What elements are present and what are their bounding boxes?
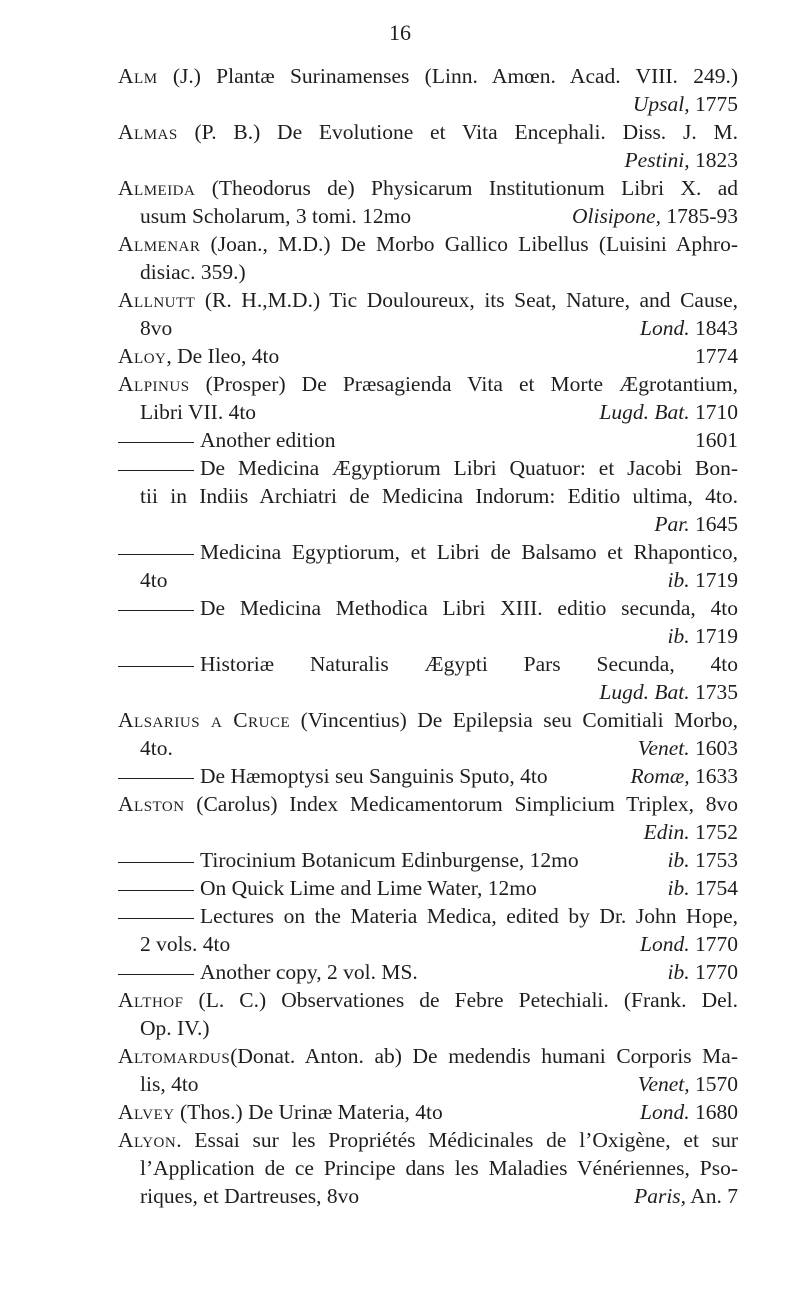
entry-line	[118, 342, 738, 370]
imprint-place: Olisipone,	[571, 204, 661, 228]
entry-text	[156, 456, 738, 480]
entry-line	[118, 762, 738, 790]
ditto-dash	[118, 470, 194, 471]
title-text: . Essai sur les Propriétés Médicinales de l’Oxigène, et sur	[176, 1128, 738, 1152]
imprint-year: 1710	[689, 400, 738, 424]
entry-line	[118, 986, 738, 1014]
entry-line	[118, 1014, 738, 1042]
imprint-place: Lond.	[640, 932, 690, 956]
entry-text	[140, 1156, 738, 1180]
entry-text	[140, 1070, 199, 1098]
ditto-dash	[118, 778, 194, 779]
entry-text	[118, 792, 738, 816]
catalogue-entry	[118, 454, 738, 538]
entry-text	[140, 484, 738, 508]
author-name: Alm	[118, 64, 158, 88]
entry-line	[118, 146, 738, 174]
ditto-dash	[118, 442, 194, 443]
title-text: (P. B.) De Evolutione et Vita Encephali. Diss. J. M.	[177, 120, 738, 144]
entry-line	[118, 1070, 738, 1098]
entry-line	[118, 1126, 738, 1154]
entry-text	[140, 260, 246, 284]
imprint-place: Venet.	[637, 736, 690, 760]
catalogue-entry	[118, 230, 738, 286]
title-text: (L. C.) Observationes de Febre Petechiali. (Frank. Del.	[183, 988, 738, 1012]
entry-line	[118, 902, 738, 930]
catalogue-entry	[118, 958, 738, 986]
entry-text	[156, 426, 336, 454]
page-number: 16	[389, 20, 411, 45]
entry-text	[156, 596, 738, 620]
entry-text	[156, 846, 579, 874]
entry-text	[140, 1016, 209, 1040]
catalogue-entry	[118, 1042, 738, 1098]
entry-text	[118, 372, 738, 396]
catalogue-entries	[118, 62, 738, 1210]
author-name: Althof	[118, 988, 184, 1012]
imprint-place: Lugd. Bat.	[599, 400, 690, 424]
title-text: De Medicina Ægyptiorum Libri Quatuor: et Jacobi Bon-	[200, 456, 738, 480]
title-text: lis, 4to	[140, 1072, 199, 1096]
catalogue-entry	[118, 118, 738, 174]
entry-line	[118, 566, 738, 594]
imprint-year: 1570	[689, 1072, 738, 1096]
imprint	[599, 680, 738, 704]
author-name: Almenar	[118, 232, 201, 256]
imprint-year: 1603	[689, 736, 738, 760]
title-text: (Thos.) De Urinæ Materia, 4to	[174, 1100, 443, 1124]
title-text: (Joan., M.D.) De Morbo Gallico Libellus (Luisini Aphro-	[200, 232, 738, 256]
imprint-year: 1719	[689, 624, 738, 648]
entry-line	[118, 286, 738, 314]
title-text: Historiæ Naturalis Ægypti Pars Secunda, 4to	[200, 652, 738, 676]
entry-line	[118, 1098, 738, 1126]
imprint	[695, 426, 738, 454]
entry-line	[118, 370, 738, 398]
imprint-year: 1645	[689, 512, 738, 536]
entry-text	[140, 202, 411, 230]
entry-line	[118, 258, 738, 286]
author-name: Alsarius a Cruce	[118, 708, 291, 732]
entry-line	[118, 398, 738, 426]
entry-text	[118, 708, 738, 732]
catalogue-entry	[118, 342, 738, 370]
entry-text	[118, 232, 738, 256]
entry-line	[118, 594, 738, 622]
entry-line	[118, 790, 738, 818]
imprint-year: 1843	[689, 316, 738, 340]
imprint	[625, 148, 738, 172]
imprint-place: Edin.	[643, 820, 690, 844]
entry-line	[118, 202, 738, 230]
catalogue-entry	[118, 902, 738, 958]
author-name: Almeida	[118, 176, 196, 200]
title-text: (Vincentius) De Epilepsia seu Comitiali Morbo,	[290, 708, 738, 732]
title-text: (Prosper) De Præsagienda Vita et Morte Ægrotantium,	[189, 372, 738, 396]
entry-text	[156, 762, 548, 790]
entry-text	[140, 398, 256, 426]
title-text: Tirocinium Botanicum Edinburgense, 12mo	[200, 848, 579, 872]
imprint-place: ib.	[667, 568, 690, 592]
title-text: De Hæmoptysi seu Sanguinis Sputo, 4to	[200, 764, 548, 788]
imprint-place: Upsal,	[632, 92, 690, 116]
imprint-year: 1785-93	[660, 204, 738, 228]
entry-text	[156, 958, 418, 986]
entry-line	[118, 454, 738, 482]
imprint-place: ib.	[667, 960, 690, 984]
catalogue-entry	[118, 426, 738, 454]
entry-text	[140, 566, 167, 594]
ditto-dash	[118, 610, 194, 611]
imprint	[640, 1098, 738, 1126]
imprint-year: 1680	[689, 1100, 738, 1124]
title-text: Lectures on the Materia Medica, edited by Dr. John Hope,	[200, 904, 738, 928]
catalogue-entry	[118, 62, 738, 118]
imprint	[572, 202, 738, 230]
title-text: 4to.	[140, 736, 173, 760]
entry-line	[118, 426, 738, 454]
title-text: (R. H.,M.D.) Tic Douloureux, its Seat, Nature, and Cause,	[195, 288, 738, 312]
catalogue-entry	[118, 174, 738, 230]
imprint	[638, 1070, 738, 1098]
catalogue-entry	[118, 762, 738, 790]
catalogue-entry	[118, 846, 738, 874]
entry-line	[118, 1042, 738, 1070]
entry-line	[118, 818, 738, 846]
entry-text	[118, 120, 738, 144]
entry-line	[118, 622, 738, 650]
author-name: Aloy	[118, 344, 167, 368]
entry-text	[156, 904, 738, 928]
author-name: Allnutt	[118, 288, 196, 312]
title-text: (Donat. Anton. ab) De medendis humani Corporis Ma-	[230, 1044, 738, 1068]
entry-text	[140, 930, 230, 958]
imprint-year: 1775	[689, 92, 738, 116]
title-text: riques, et Dartreuses, 8vo	[140, 1184, 360, 1208]
entry-line	[118, 678, 738, 706]
entry-line	[118, 846, 738, 874]
entry-text	[118, 1098, 443, 1126]
imprint	[638, 734, 738, 762]
title-text: , De Ileo, 4to	[166, 344, 280, 368]
imprint	[668, 958, 738, 986]
imprint-year: 1753	[689, 848, 738, 872]
entry-line	[118, 230, 738, 258]
imprint	[668, 846, 738, 874]
title-text: 4to	[140, 568, 168, 592]
entry-text	[118, 176, 738, 200]
entry-line	[118, 650, 738, 678]
title-text: usum Scholarum, 3 tomi. 12mo	[140, 204, 412, 228]
entry-line	[118, 930, 738, 958]
imprint-year: 1633	[689, 764, 738, 788]
imprint-year: 1774	[695, 344, 738, 368]
imprint	[599, 398, 738, 426]
entry-text	[118, 64, 738, 88]
title-text: (Theodorus de) Physicarum Institutionum Libri X. ad	[195, 176, 738, 200]
entry-line	[118, 538, 738, 566]
imprint	[668, 624, 738, 648]
title-text: (Carolus) Index Medicamentorum Simplicium Triplex, 8vo	[184, 792, 738, 816]
entry-line	[118, 90, 738, 118]
entry-line	[118, 1182, 738, 1210]
imprint-year: 1770	[689, 932, 738, 956]
imprint	[668, 874, 738, 902]
imprint	[633, 92, 738, 116]
imprint-year: 1735	[689, 680, 738, 704]
imprint-place: Lugd. Bat.	[599, 680, 690, 704]
entry-text	[118, 288, 738, 312]
title-text: (J.) Plantæ Surinamenses (Linn. Amœn. Acad. VIII. 249.)	[157, 64, 738, 88]
entry-line	[118, 734, 738, 762]
entry-line	[118, 958, 738, 986]
title-text: On Quick Lime and Lime Water, 12mo	[200, 876, 537, 900]
ditto-dash	[118, 666, 194, 667]
title-text: De Medicina Methodica Libri XIII. editio secunda, 4to	[200, 596, 738, 620]
entry-text	[140, 1182, 359, 1210]
catalogue-entry	[118, 650, 738, 706]
imprint-place: Pestini,	[624, 148, 690, 172]
title-text: 8vo	[140, 316, 173, 340]
entry-text	[118, 342, 279, 370]
ditto-dash	[118, 862, 194, 863]
ditto-dash	[118, 918, 194, 919]
author-name: Alston	[118, 792, 185, 816]
imprint-place: ib.	[667, 848, 690, 872]
imprint-place: Romæ,	[630, 764, 690, 788]
title-text: Medicina Egyptiorum, et Libri de Balsamo et Rhapontico,	[200, 540, 738, 564]
entry-text	[140, 734, 173, 762]
entry-line	[118, 482, 738, 510]
entry-line	[118, 510, 738, 538]
imprint-place: ib.	[667, 876, 690, 900]
entry-line	[118, 874, 738, 902]
entry-line	[118, 1154, 738, 1182]
catalogue-entry	[118, 986, 738, 1042]
catalogue-entry	[118, 874, 738, 902]
imprint	[640, 314, 738, 342]
ditto-dash	[118, 890, 194, 891]
entry-text	[156, 540, 738, 564]
title-text: Libri VII. 4to	[140, 400, 257, 424]
entry-text	[118, 988, 738, 1012]
catalogue-entry	[118, 1098, 738, 1126]
imprint-year: 1719	[689, 568, 738, 592]
catalogue-entry	[118, 790, 738, 846]
title-text: disiac. 359.)	[140, 260, 246, 284]
imprint-place: Lond.	[640, 1100, 690, 1124]
title-text: 2 vols. 4to	[140, 932, 231, 956]
imprint-place: Venet,	[637, 1072, 690, 1096]
author-name: Alpinus	[118, 372, 190, 396]
title-text: Op. IV.)	[140, 1016, 210, 1040]
imprint-place: ib.	[667, 624, 690, 648]
imprint	[668, 566, 738, 594]
title-text: l’Application de ce Principe dans les Maladies Vénériennes, Pso-	[140, 1156, 738, 1180]
author-name: Alyon	[118, 1128, 177, 1152]
imprint-place: Lond.	[640, 316, 690, 340]
ditto-dash	[118, 974, 194, 975]
catalogue-entry	[118, 286, 738, 342]
imprint	[634, 1182, 738, 1210]
entry-text	[140, 314, 172, 342]
imprint-year: 1823	[689, 148, 738, 172]
title-text: tii in Indiis Archiatri de Medicina Indorum: Editio ultima, 4to.	[140, 484, 738, 508]
imprint	[695, 342, 738, 370]
imprint	[644, 820, 738, 844]
entry-line	[118, 706, 738, 734]
entry-line	[118, 62, 738, 90]
imprint-place: Paris,	[634, 1184, 687, 1208]
imprint	[631, 762, 739, 790]
imprint	[654, 512, 738, 536]
catalogue-entry	[118, 706, 738, 762]
imprint-year: An. 7	[686, 1184, 738, 1208]
entry-line	[118, 118, 738, 146]
imprint-place: Par.	[654, 512, 690, 536]
author-name: Alvey	[118, 1100, 175, 1124]
ditto-dash	[118, 554, 194, 555]
imprint-year: 1752	[689, 820, 738, 844]
entry-text	[156, 874, 537, 902]
author-name: Almas	[118, 120, 178, 144]
entry-line	[118, 314, 738, 342]
title-text: Another copy, 2 vol. MS.	[200, 960, 418, 984]
imprint-year: 1770	[689, 960, 738, 984]
imprint-year: 1601	[695, 428, 738, 452]
imprint-year: 1754	[689, 876, 738, 900]
entry-line	[118, 174, 738, 202]
catalogue-entry	[118, 594, 738, 650]
imprint	[640, 930, 738, 958]
entry-text	[156, 652, 738, 676]
title-text: Another edition	[200, 428, 336, 452]
catalogue-entry	[118, 370, 738, 426]
entry-text	[118, 1128, 738, 1152]
catalogue-entry	[118, 538, 738, 594]
entry-text	[118, 1044, 738, 1068]
author-name: Altomardus	[118, 1044, 231, 1068]
catalogue-entry	[118, 1126, 738, 1210]
